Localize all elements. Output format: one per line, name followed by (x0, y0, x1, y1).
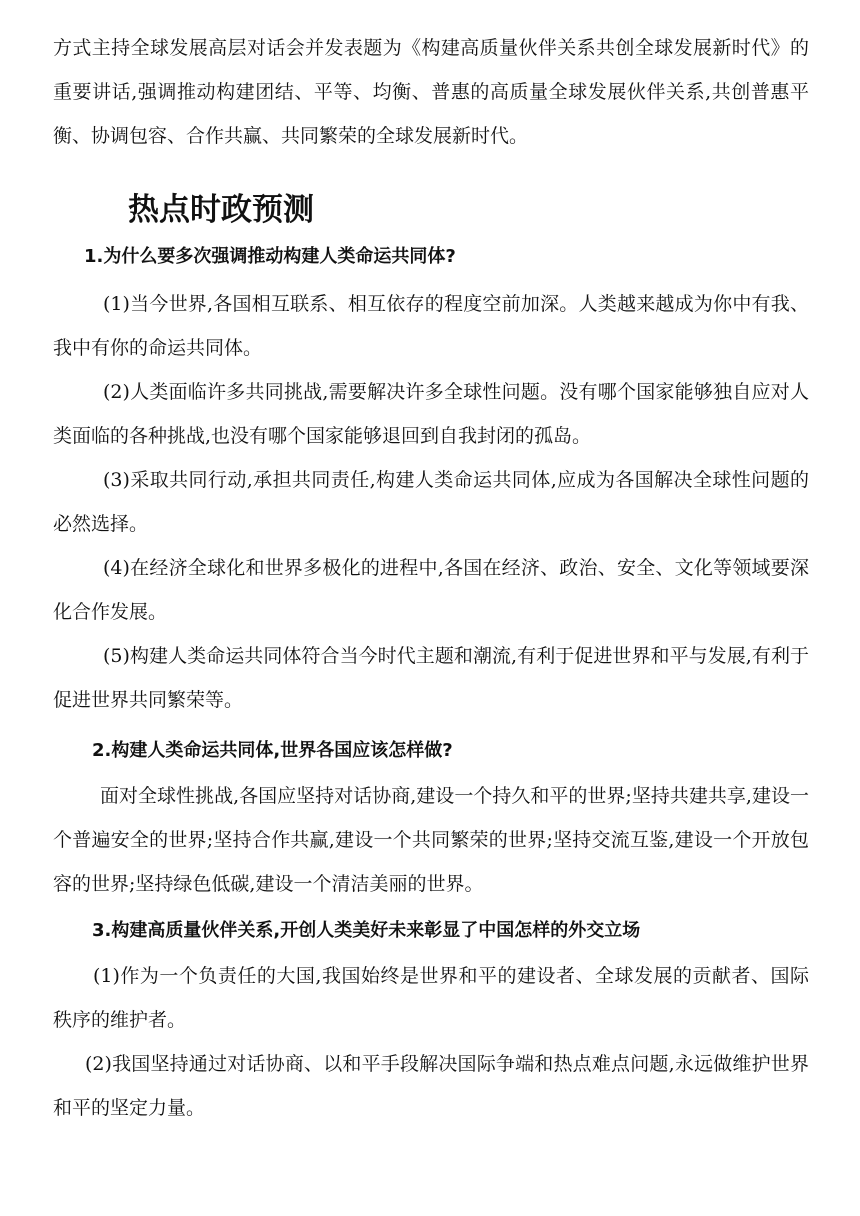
q2-answer: 面对全球性挑战,各国应坚持对话协商,建设一个持久和平的世界;坚持共建共享,建设一个普遍安全的世界;坚持合作共赢,建设一个共同繁荣的世界;坚持交流互鉴,建设一个开放包容的世界;坚持绿色低碳,建设一个清洁美丽的世界。 (53, 785, 809, 895)
q1-answer-1: (1)当今世界,各国相互联系、相互依存的程度空前加深。人类越来越成为你中有我、我中有你的命运共同体。 (53, 293, 809, 359)
question-3: 3.构建高质量伙伴关系,开创人类美好未来彰显了中国怎样的外交立场 (92, 920, 641, 941)
q1-answer-3: (3)采取共同行动,承担共同责任,构建人类命运共同体,应成为各国解决全球性问题的必然选择。 (53, 469, 809, 535)
question-1: 1.为什么要多次强调推动构建人类命运共同体? (84, 246, 456, 267)
q1-answer-2: (2)人类面临许多共同挑战,需要解决许多全球性问题。没有哪个国家能够独自应对人类面临的各种挑战,也没有哪个国家能够退回到自我封闭的孤岛。 (53, 381, 809, 447)
intro-paragraph: 方式主持全球发展高层对话会并发表题为《构建高质量伙伴关系共创全球发展新时代》的重要讲话,强调推动构建团结、平等、均衡、普惠的高质量全球发展伙伴关系,共创普惠平衡、协调包容、合作共赢、共同繁荣的全球发展新时代。 (53, 37, 809, 147)
q3-answer-1: (1)作为一个负责任的大国,我国始终是世界和平的建设者、全球发展的贡献者、国际秩序的维护者。 (53, 965, 809, 1031)
section-title: 热点时政预测 (128, 192, 314, 228)
q3-answer-2: (2)我国坚持通过对话协商、以和平手段解决国际争端和热点难点问题,永远做维护世界和平的坚定力量。 (53, 1053, 809, 1119)
q1-answer-5: (5)构建人类命运共同体符合当今时代主题和潮流,有利于促进世界和平与发展,有利于促进世界共同繁荣等。 (53, 645, 809, 711)
q1-answer-4: (4)在经济全球化和世界多极化的进程中,各国在经济、政治、安全、文化等领域要深化合作发展。 (53, 557, 809, 623)
question-2: 2.构建人类命运共同体,世界各国应该怎样做? (92, 740, 453, 761)
